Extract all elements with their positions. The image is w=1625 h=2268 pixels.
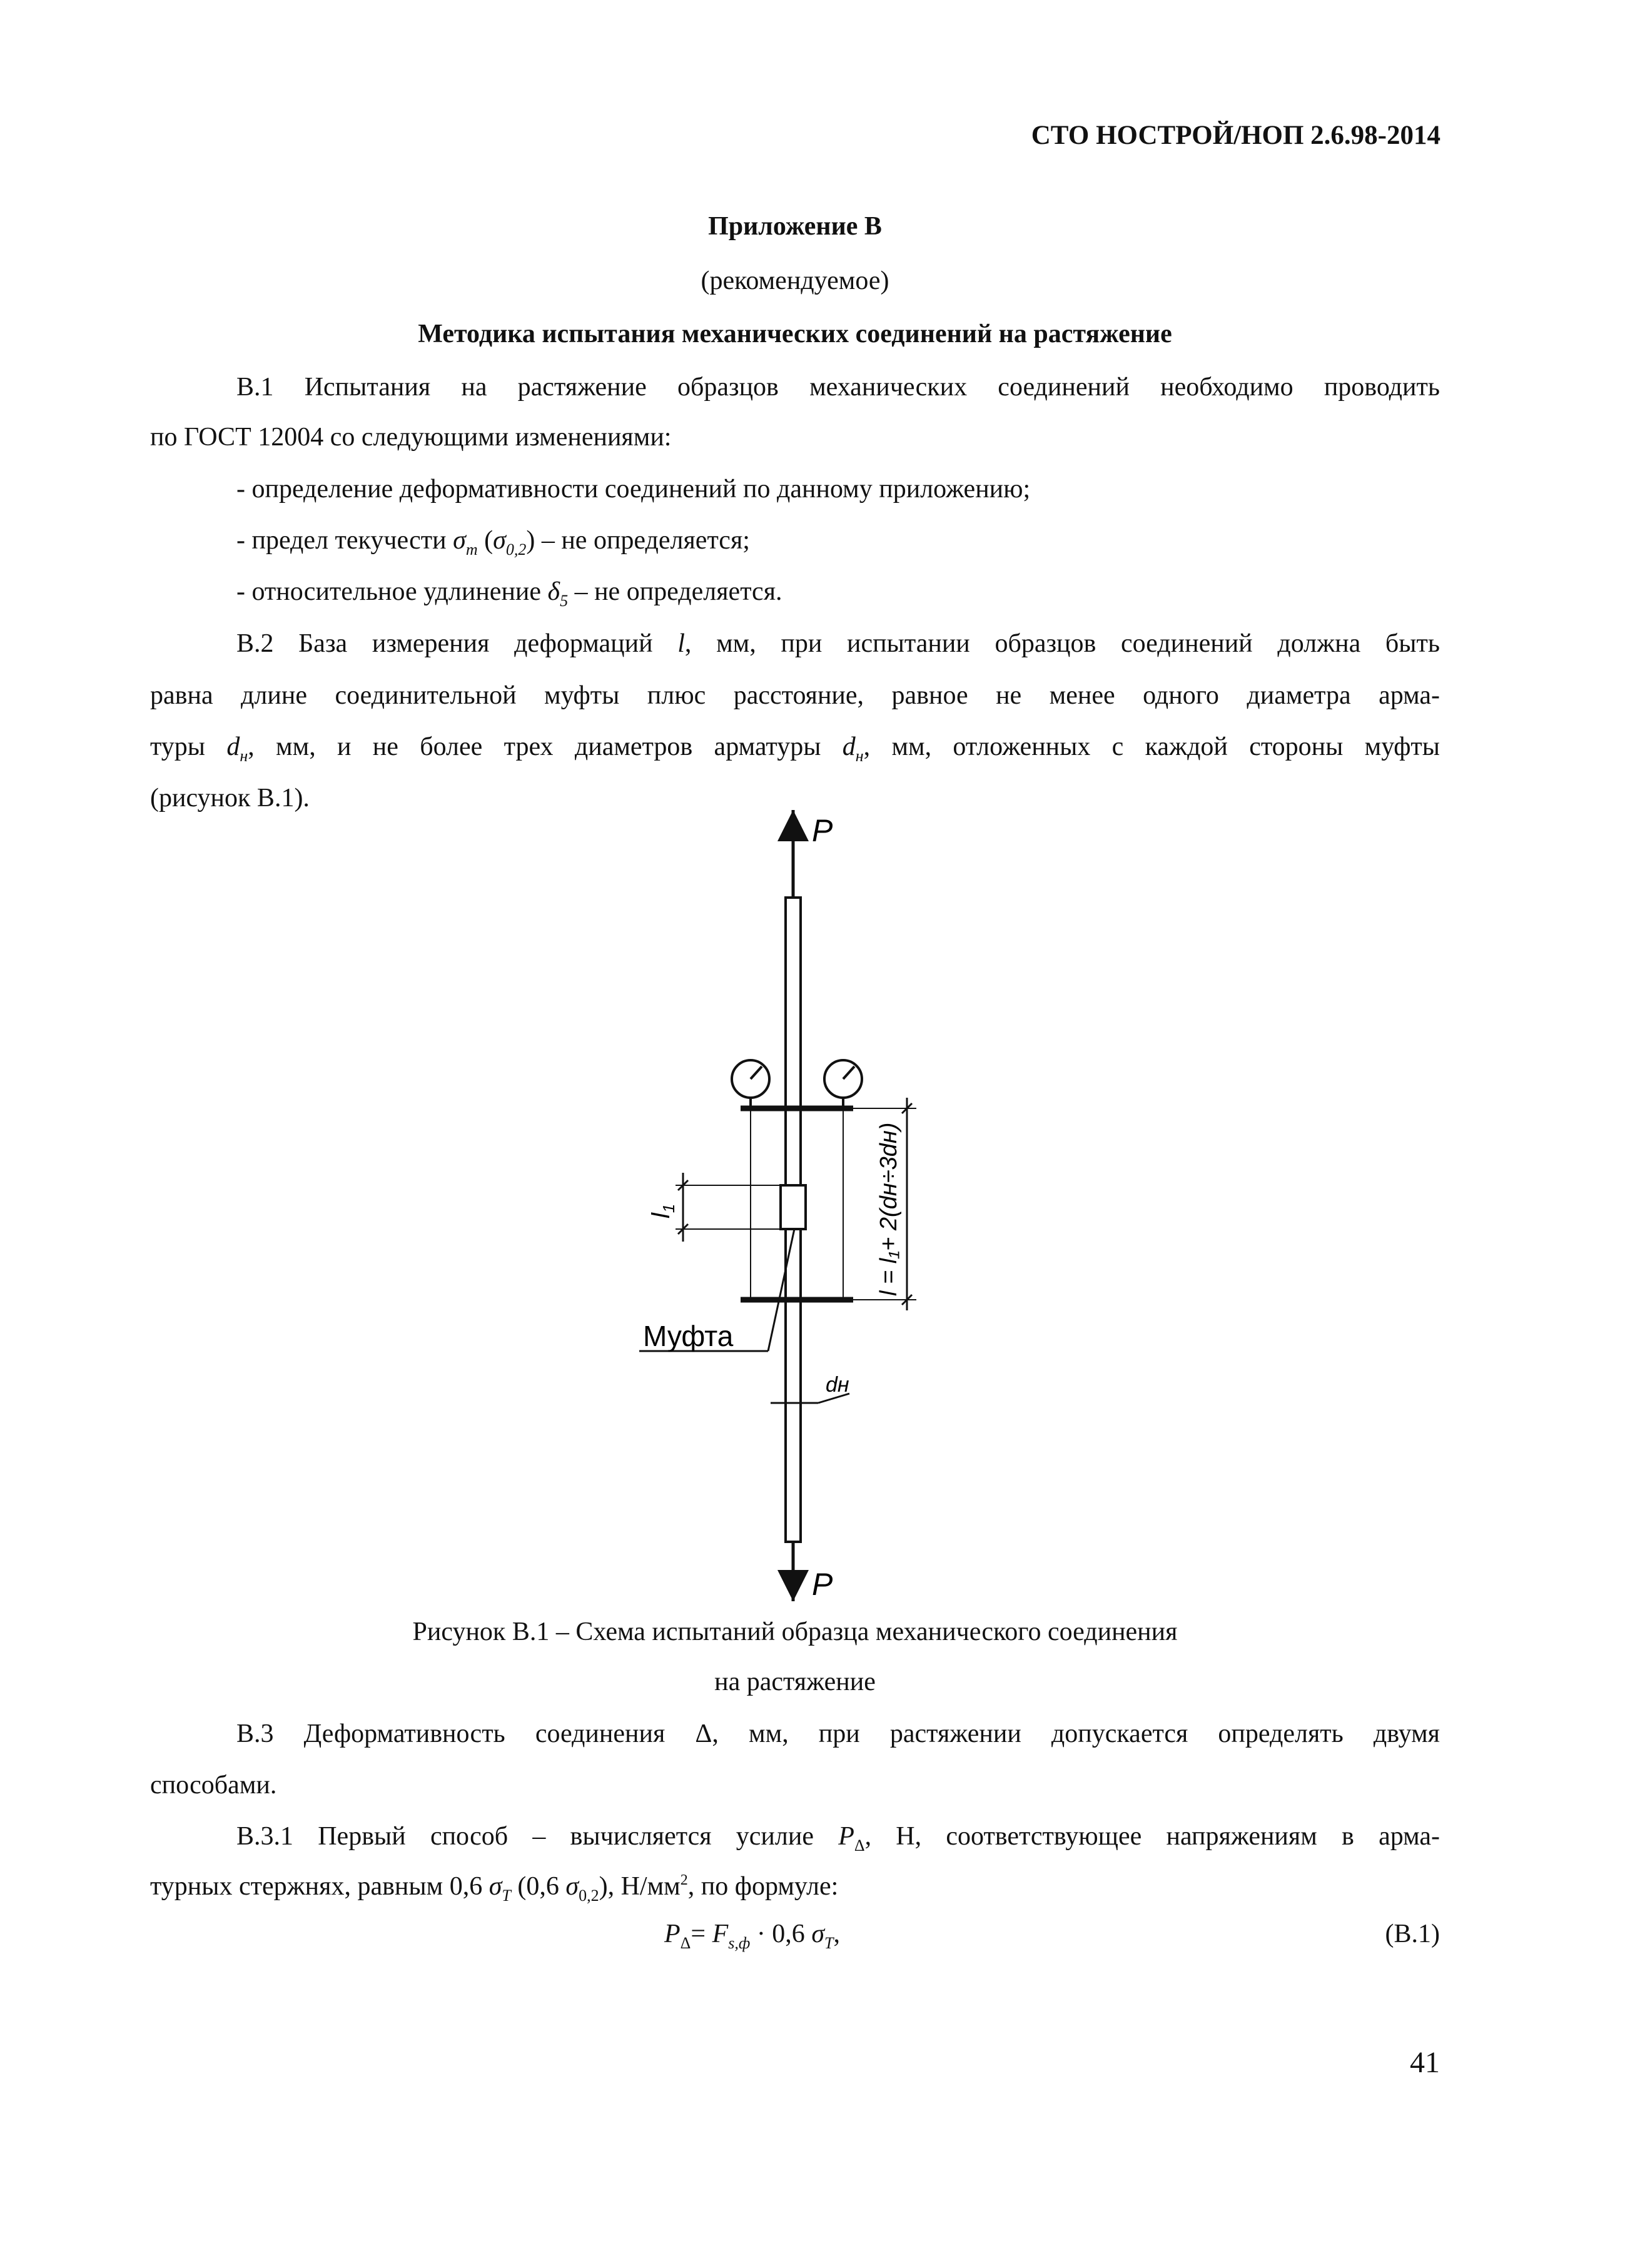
- l1-dimension-label: $l_1$: [647, 1203, 678, 1218]
- diameter-label: dн: [826, 1373, 849, 1397]
- clause-b31-line1: В.3.1 Первый способ – вычисляется усилие $P_\Delta$, Н, соответствующее напряжениям в арма-: [236, 1822, 1440, 1855]
- clause-b1-line2: по ГОСТ 12004 со следующими изменениями:: [150, 423, 672, 452]
- appendix-heading: Методика испытания механических соединений на растяжение: [418, 320, 1172, 348]
- force-label-bottom: P: [812, 1567, 833, 1602]
- clause-b3-line2: способами.: [150, 1771, 277, 1800]
- figure-caption-line2: на растяжение: [714, 1668, 876, 1696]
- clause-b2-line3: туры $d_н$, мм, и не более трех диаметров арматуры $d_н$, мм, отложенных с каждой стороны муфты: [150, 732, 1440, 765]
- formula-number: (В.1): [1385, 1920, 1440, 1948]
- figure-tension-test-scheme: [600, 801, 926, 1607]
- base-length-label: l = l₁+ 2(dн÷3dн): [876, 1122, 902, 1296]
- formula-b1: $P_\Delta= F_{s,ф} \cdot 0,6$ $\sigma_T$,: [664, 1920, 840, 1952]
- gauge-needle: [843, 1066, 854, 1079]
- clause-b2-line4: (рисунок В.1).: [150, 784, 310, 813]
- force-label-top: P: [812, 813, 833, 848]
- figure-caption-line1: Рисунок В.1 – Схема испытаний образца механического соединения: [412, 1617, 1178, 1646]
- page-number: 41: [1410, 2046, 1440, 2079]
- coupling: [781, 1185, 806, 1229]
- clause-b1-line1: В.1 Испытания на растяжение образцов механических соединений необходимо проводить: [236, 373, 1440, 402]
- coupling-label: Муфта: [643, 1320, 734, 1352]
- appendix-title: Приложение В: [708, 212, 882, 241]
- clause-b1-item3: - относительное удлинение $\delta_5$ – не определяется.: [236, 577, 782, 610]
- clause-b1-item1: - определение деформативности соединений по данному приложению;: [236, 475, 1031, 504]
- clause-b2-line2: равна длине соединительной муфты плюс расстояние, равное не менее одного диаметра арма-: [150, 681, 1440, 710]
- document-code: СТО НОСТРОЙ/НОП 2.6.98-2014: [1031, 121, 1440, 150]
- clause-b31-line2: турных стержнях, равным 0,6 $\sigma_T$ (0,6 $\sigma_{0,2}$), $Н/мм^2$, по формуле:: [150, 1872, 839, 1905]
- clause-b3-line1: В.3 Деформативность соединения Δ, мм, при растяжении допускается определять двумя: [236, 1719, 1440, 1748]
- coupling-leader: [768, 1229, 794, 1351]
- figure-drawing: [600, 801, 926, 1607]
- clause-b1-item2: - предел текучести $\sigma_т$ $(\sigma_{0,2})$ – не определяется;: [236, 526, 750, 559]
- clause-b2-line1: В.2 База измерения деформаций l, мм, при испытании образцов соединений должна быть: [236, 629, 1440, 658]
- gauge-needle: [751, 1066, 762, 1079]
- appendix-subtitle: (рекомендуемое): [701, 266, 889, 295]
